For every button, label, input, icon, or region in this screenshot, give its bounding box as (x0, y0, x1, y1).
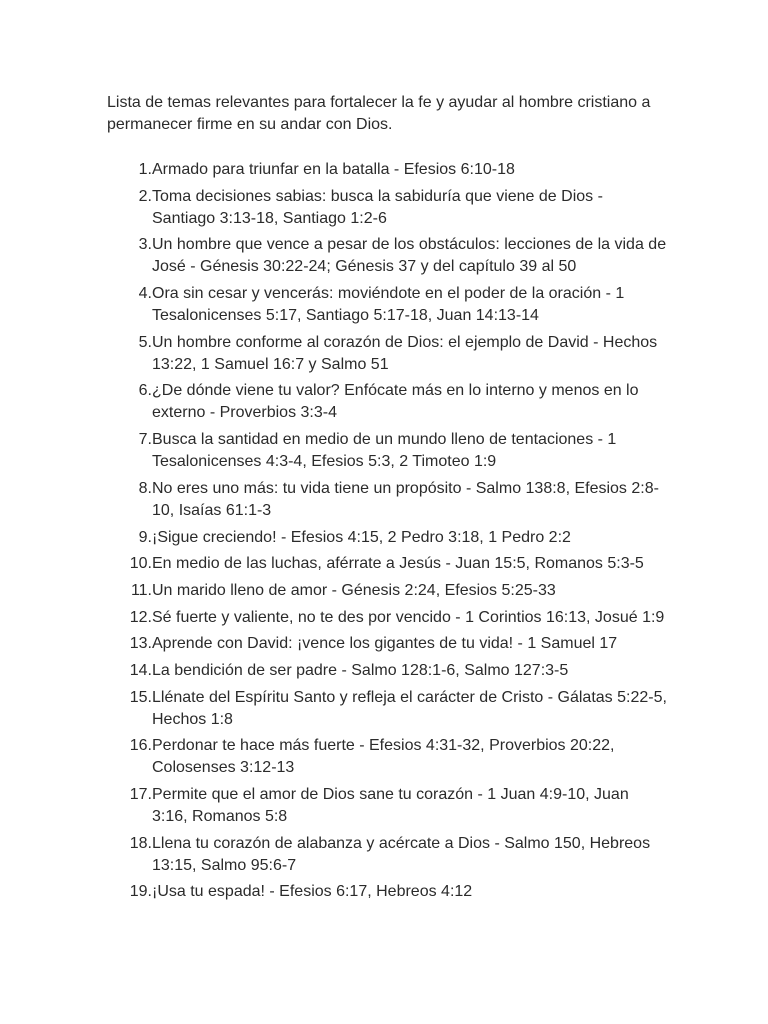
list-item-number-text: 10. (129, 555, 152, 573)
list-item-number-text: 4. (138, 285, 152, 303)
list-item-number (107, 429, 152, 473)
list-item-number (107, 332, 152, 376)
list-item-text: En medio de las luchas, aférrate a Jesús - Juan 15:5, Romanos 5:3-5 (152, 555, 644, 573)
list-item-text: No eres uno más: tu vida tiene un propósito - Salmo 138:8, Efesios 2:8-10, Isaías 61:1-3 (152, 479, 659, 519)
list-item-text: Busca la santidad en medio de un mundo lleno de tentaciones - 1 Tesalonicenses 4:3-4, Efesios 5:3, 2 Timoteo 1:9 (152, 431, 617, 471)
list-item-number (107, 234, 152, 278)
list-item (107, 553, 667, 575)
list-item (107, 735, 667, 779)
topic-list (107, 159, 667, 908)
list-item-text: Armado para triunfar en la batalla - Efesios 6:10-18 (152, 161, 515, 178)
list-item (107, 687, 667, 731)
list-item-text: Un hombre conforme al corazón de Dios: el ejemplo de David - Hechos 13:22, 1 Samuel 16:7 y Salmo 51 (152, 333, 658, 373)
list-item (107, 527, 667, 549)
list-item-number (107, 784, 152, 828)
list-item-text: Ora sin cesar y vencerás: moviéndote en el poder de la oración - 1 Tesalonicenses 5:17, Santiago 5:17-18, Juan 14:13-14 (152, 285, 625, 325)
list-item-number (107, 159, 152, 181)
list-item-number (107, 660, 152, 682)
list-item-number-text: 11. (130, 581, 152, 599)
list-item-text: Toma decisiones sabias: busca la sabiduría que viene de Dios - Santiago 3:13-18, Santiago 1:2-6 (152, 187, 603, 227)
list-item-number-text: 2. (138, 187, 152, 205)
list-item-text: Aprende con David: ¡vence los gigantes de tu vida! - 1 Samuel 17 (152, 635, 618, 653)
list-item-number-text: 18. (129, 834, 152, 852)
list-item-number (107, 633, 152, 655)
list-item (107, 607, 667, 629)
list-item-number (107, 380, 152, 424)
list-item-text: La bendición de ser padre - Salmo 128:1-6, Salmo 127:3-5 (152, 661, 569, 679)
list-item-number-text: 7. (138, 431, 152, 449)
list-item-number-text: 9. (138, 528, 152, 546)
list-item-number-text: 16. (129, 737, 152, 755)
list-item-number-text: 6. (138, 382, 152, 400)
list-item-text: Sé fuerte y valiente, no te des por vencido - 1 Corintios 16:13, Josué 1:9 (152, 608, 665, 626)
list-item-number (107, 283, 152, 327)
list-item (107, 380, 667, 424)
list-item-number-text: 17. (129, 786, 152, 803)
list-item-number (107, 833, 152, 877)
list-item-number (107, 527, 152, 549)
list-item (107, 186, 667, 230)
list-item-number (107, 553, 152, 575)
list-item (107, 234, 667, 278)
list-item-text: Un marido lleno de amor - Génesis 2:24, Efesios 5:25-33 (152, 581, 556, 599)
list-item-text: Llénate del Espíritu Santo y refleja el carácter de Cristo - Gálatas 5:22-5, Hechos 1:8 (152, 688, 667, 728)
list-item-number (107, 881, 152, 903)
list-item-text: Permite que el amor de Dios sane tu corazón - 1 Juan 4:9-10, Juan 3:16, Romanos 5:8 (152, 786, 629, 825)
list-item-number-text: 3. (138, 236, 152, 254)
list-item-number (107, 687, 152, 731)
list-item (107, 633, 667, 655)
list-item-number (107, 186, 152, 230)
list-item-number-text: 15. (129, 688, 152, 706)
list-item-number-text: 5. (138, 333, 152, 351)
list-item (107, 159, 667, 181)
list-item-number-text: 8. (138, 479, 152, 497)
list-item-number-text: 13. (129, 635, 152, 653)
list-item-text: ¡Sigue creciendo! - Efesios 4:15, 2 Pedro 3:18, 1 Pedro 2:2 (152, 528, 571, 546)
list-item (107, 660, 667, 682)
list-item (107, 580, 667, 602)
list-item-number-text: 12. (129, 608, 152, 626)
list-item-number-text: 19. (129, 883, 152, 901)
list-item-text: ¿De dónde viene tu valor? Enfócate más en lo interno y menos en lo externo - Proverbios 3:3-4 (152, 382, 639, 422)
list-item (107, 429, 667, 473)
list-item (107, 784, 667, 828)
list-item-number-text: 1. (138, 161, 152, 178)
list-item-number-text: 14. (129, 661, 152, 679)
list-item-text: Perdonar te hace más fuerte - Efesios 4:31-32, Proverbios 20:22, Colosenses 3:12-13 (152, 737, 615, 777)
list-item (107, 478, 667, 522)
list-item-text: Llena tu corazón de alabanza y acércate a Dios - Salmo 150, Hebreos 13:15, Salmo 95:6-7 (152, 834, 651, 874)
list-item-number (107, 580, 152, 602)
list-item (107, 283, 667, 327)
list-item-number (107, 735, 152, 779)
list-item-text: Un hombre que vence a pesar de los obstáculos: lecciones de la vida de José - Génesis 30:22-24; Génesis 37 y del capítulo 39 al 50 (152, 236, 667, 276)
list-item (107, 833, 667, 877)
intro-paragraph: Lista de temas relevantes para fortalecer la fe y ayudar al hombre cristiano a permanecer firme en su andar con Dios. (107, 94, 651, 133)
list-item (107, 881, 667, 903)
list-item (107, 332, 667, 376)
list-item-number (107, 478, 152, 522)
list-item-text: ¡Usa tu espada! - Efesios 6:17, Hebreos 4:12 (152, 883, 473, 901)
list-item-number (107, 607, 152, 629)
